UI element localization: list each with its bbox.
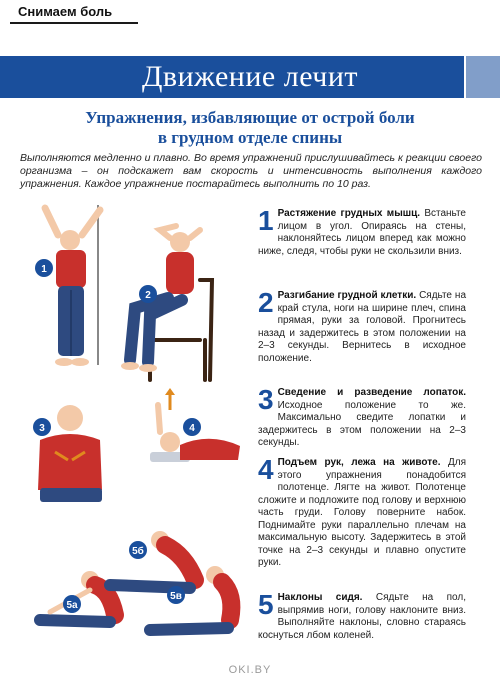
exercise-4-title: Подъем рук, лежа на животе.	[277, 457, 441, 468]
intro-text: Выполняются медленно и плавно. Во время упражнений прислушивайтесь к реакции своего организма – он подскажет вам скорость и интенсивность выполнения каждого упражнения. Каждое упражнение постарайтесь выполнить по 10 раз.	[20, 152, 482, 190]
badge-5b-label: 5б	[132, 546, 144, 557]
figure-3-shoulder-blades	[38, 405, 102, 502]
subtitle-line-1: Упражнения, избавляющие от острой боли	[85, 108, 415, 127]
badge-1-label: 1	[41, 264, 47, 275]
page-title: Движение лечит	[141, 60, 359, 93]
exercise-1-title: Растяжение грудных мышц.	[277, 208, 420, 219]
badge-4-label: 4	[189, 423, 195, 434]
badge-5c	[167, 586, 185, 604]
exercise-1-text: Встаньте лицом в угол. Опираясь на стены, наклоняйтесь лицом вперед как можно ниже, следя, чтобы руки не скользили вниз.	[258, 208, 466, 257]
figure-5b-seated-bend	[110, 531, 195, 588]
section-label: Снимаем боль	[18, 4, 113, 19]
subtitle-line-2: в грудном отделе спины	[157, 128, 343, 147]
figure-1-standing-stretch	[45, 205, 100, 366]
badge-1	[35, 259, 53, 277]
exercise-5-title: Наклоны сидя.	[277, 592, 363, 603]
figure-5a-seated-bend	[40, 571, 115, 622]
exercise-2-number: 2	[258, 287, 274, 318]
subtitle	[20, 108, 480, 148]
badge-2-label: 2	[145, 290, 151, 301]
exercise-3-title: Сведение и разведение лопаток.	[277, 387, 466, 398]
badge-3	[33, 418, 51, 436]
exercise-illustrations	[0, 190, 255, 650]
watermark: OKI.BY	[228, 664, 272, 676]
exercise-2-title: Разгибание грудной клетки.	[277, 290, 417, 301]
badge-5a-label: 5а	[66, 600, 78, 611]
exercise-5	[258, 589, 466, 642]
section-tab	[10, 0, 138, 24]
exercise-5-text: Сядьте на пол, выпрямив ноги, голову наклоните вниз. Выполняйте наклоны, словно стараясь коснуться лбом коленей.	[258, 592, 466, 641]
exercise-1	[258, 205, 466, 258]
exercise-3	[258, 384, 466, 450]
badge-5b	[129, 541, 147, 559]
badge-5c-label: 5в	[170, 591, 182, 602]
exercise-3-text: Исходное положение то же. Максимально сведите лопатки и задержитесь в этом положении на 2–3 секунды.	[258, 399, 466, 448]
exercise-4	[258, 454, 467, 570]
exercise-5-number: 5	[258, 589, 274, 620]
exercise-2-text: Сядьте на край стула, ноги на ширине плеч, спина прямая, руки за головой. Прогнитесь назад и задержитесь в этом положении на 2–3 секунды. Вернитесь в исходное положение.	[258, 290, 466, 364]
exercise-1-number: 1	[258, 205, 274, 236]
badge-3-label: 3	[39, 423, 45, 434]
exercise-4-number: 4	[258, 454, 274, 485]
exercise-4-text: Для этого упражнения понадобится полотенце. Лягте на живот. Полотенце сложите и подложите под голову и верхнюю часть груди. Голову поверните набок. Поднимайте руки параллельно плечам на максимальную высоту. Задержитесь в этой точке на 2–3 секунды и плавно опустите руки.	[258, 457, 467, 568]
figure-2-seated-extension	[121, 226, 212, 380]
badge-4	[183, 418, 201, 436]
exercise-2	[258, 287, 466, 365]
exercise-3-number: 3	[258, 384, 274, 415]
badge-2	[139, 285, 157, 303]
badge-5a	[63, 595, 81, 613]
